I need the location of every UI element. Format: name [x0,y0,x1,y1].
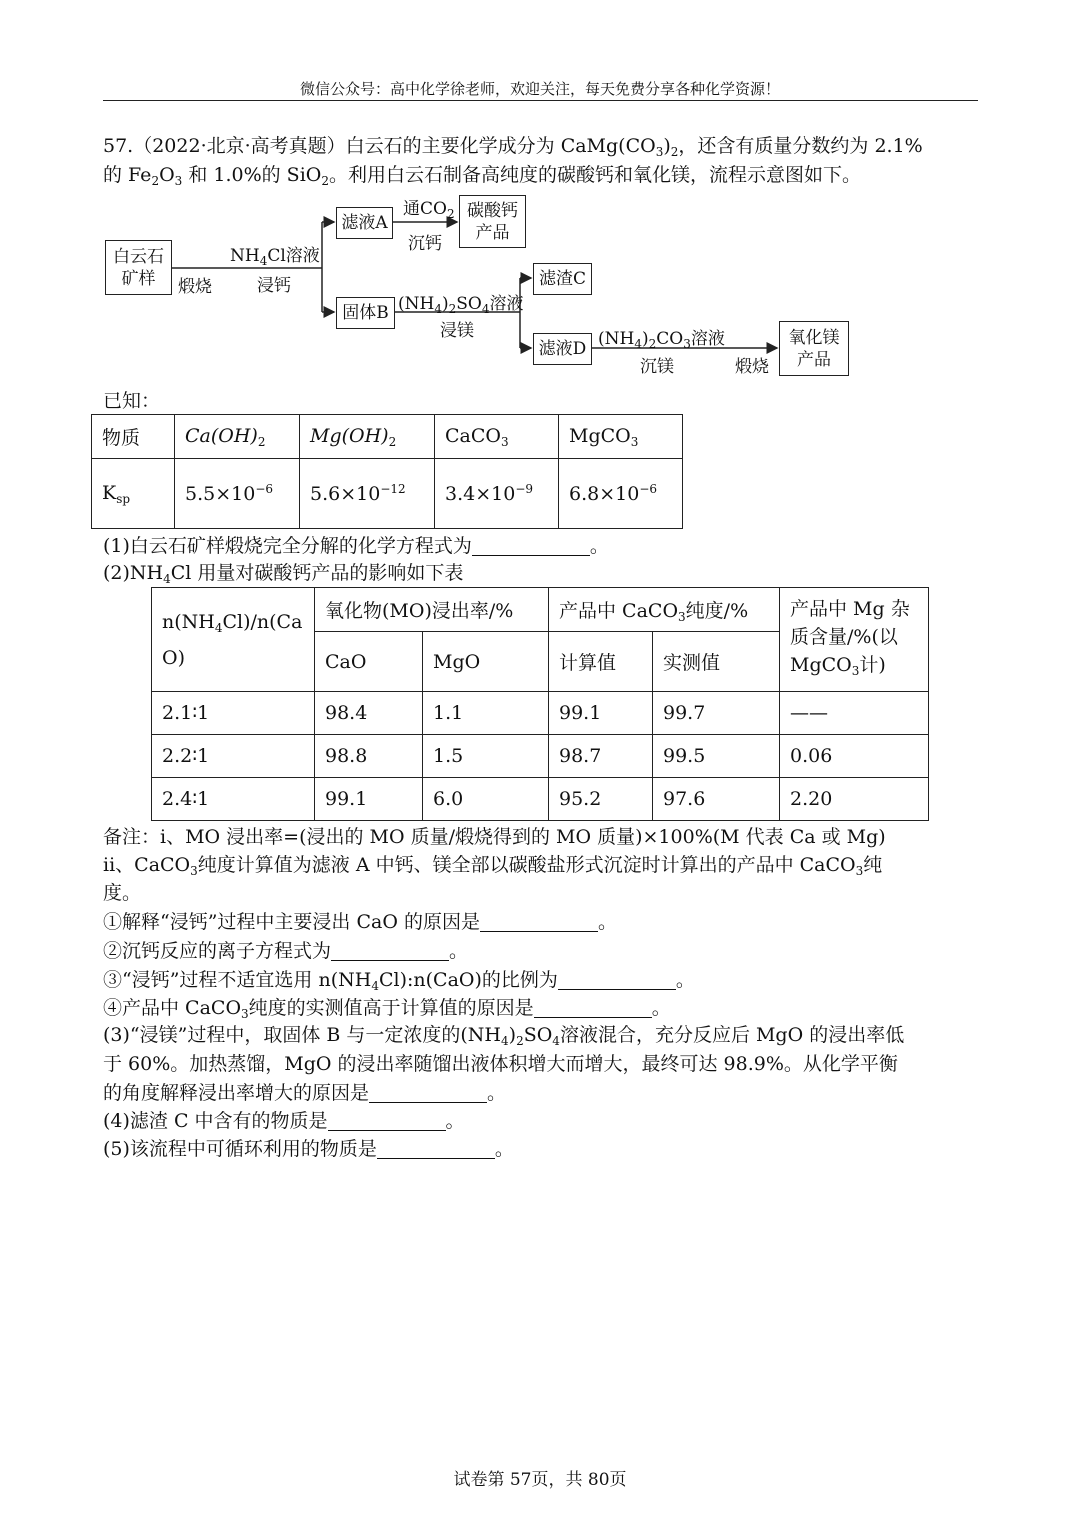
question-line-1: 57.（2022·北京·高考真题）白云石的主要化学成分为 $CaMg(CO_3)_2$，还含有质量分数约为 2.1% [103,135,923,159]
leach-ca-label: 浸钙 [257,276,291,296]
precip-mg-label: 沉镁 [640,357,674,377]
mgo-product-box: 氧化镁 产品 [779,321,849,376]
subq-2: ②沉钙反应的离子方程式为 。 [103,940,469,962]
mg-impurity-header: 产品中 Mg 杂 质含量/%(以 MgCO$_3$计) [780,588,929,692]
q3-line-1: (3)“浸镁”过程中，取固体 B 与一定浓度的$(NH_4)_2SO_4$溶液混合，充分反应后 MgO 的浸出率低 [103,1024,905,1048]
note-2: ii、CaCO$_3$纯度计算值为滤液 A 中钙、镁全部以碳酸盐形式沉淀时计算出的产品中 CaCO$_3$纯 [103,854,883,878]
filtrate-d-box: 滤液D [533,333,592,365]
subq-1: ①解释“浸钙”过程中主要浸出 CaO 的原因是 。 [103,911,617,933]
ksp-value: $5.5\times 10^{-6}$ [175,459,300,529]
note-3: 度。 [103,882,142,904]
ksp-value: $6.8\times 10^{-6}$ [559,459,683,529]
q1: (1)白云石矿样煅烧完全分解的化学方程式为 。 [103,535,609,557]
leach-mg-label: 浸镁 [440,321,474,341]
q3-line-2: 于 60%。加热蒸馏，MgO 的浸出率随馏出液体积增大而增大，最终可达 98.9%。从化学平衡 [103,1053,898,1075]
cao-header: CaO [315,632,423,692]
ratio-header: $n(NH_4Cl)/n(Ca$ O) [152,588,315,692]
nh4co3-reagent-label: $(NH_4)_2CO_3$溶液 [598,329,725,351]
page-footer: 试卷第 57页，共 80页 [453,1470,627,1490]
ore-sample-box [105,240,172,295]
answer-blank[interactable] [331,940,449,961]
table-row: 2.1∶1 98.4 1.1 99.1 99.7 —— [152,692,929,735]
ore-sample-label: 白云石 矿样 [113,246,164,289]
answer-blank[interactable] [328,1110,446,1131]
note-1: 备注：i、MO 浸出率=(浸出的 MO 质量/煅烧得到的 MO 质量)×100%(M 代表 Ca 或 Mg) [103,826,886,848]
answer-blank[interactable] [377,1138,495,1159]
ksp-value: $5.6\times 10^{-12}$ [300,459,435,529]
answer-blank[interactable] [472,535,590,556]
ksp-row-label: $K_{sp}$ [92,459,175,529]
residue-c-box: 滤渣C [533,263,592,295]
ksp-header-mgoh2: $Mg(OH)_2$ [300,415,435,459]
ksp-table [91,414,683,529]
ksp-header-mgco3: MgCO$_3$ [559,415,683,459]
nh4cl-data-table [151,587,929,821]
ksp-header-substance: 物质 [92,415,175,459]
table-row: 2.4∶1 99.1 6.0 95.2 97.6 2.20 [152,778,929,821]
nh4cl-reagent-label: $NH_4Cl$溶液 [230,246,320,268]
q5: (5)该流程中可循环利用的物质是 。 [103,1138,514,1160]
subq-3: ③“浸钙”过程不适宜选用 $n(NH_4Cl):n(CaO)$的比例为 。 [103,969,695,993]
solid-b-box: 固体B [336,297,395,329]
co2-reagent-label: 通$CO_2$ [403,199,455,221]
answer-blank[interactable] [369,1082,487,1103]
precip-ca-label: 沉钙 [408,234,442,254]
calcine-label-1: 煅烧 [178,277,212,297]
q2: $(2)NH_4Cl$ 用量对碳酸钙产品的影响如下表 [103,562,464,586]
calc-header: 计算值 [549,632,653,692]
table-row: 2.2∶1 98.8 1.5 98.7 99.5 0.06 [152,735,929,778]
ksp-value: $3.4\times 10^{-9}$ [435,459,559,529]
q3-line-3: 的角度解释浸出率增大的原因是 。 [103,1082,507,1104]
answer-blank[interactable] [480,911,598,932]
filtrate-a-box: 滤液A [336,207,393,239]
purity-header: 产品中 CaCO$_3$纯度/% [549,588,780,632]
ksp-header-caco3: CaCO$_3$ [435,415,559,459]
subq-4: ④产品中 CaCO$_3$纯度的实测值高于计算值的原因是 。 [103,997,671,1021]
nh4so4-reagent-label: $(NH_4)_2SO_4$溶液 [398,294,524,316]
q4: (4)滤渣 C 中含有的物质是 。 [103,1110,465,1132]
leach-rate-header: 氧化物(MO)浸出率/% [315,588,549,632]
caco3-product-box: 碳酸钙 产品 [459,195,526,248]
page-header: 微信公众号：高中化学徐老师，欢迎关注，每天免费分享各种化学资源！ [299,80,780,98]
meas-header: 实测值 [653,632,780,692]
flow-arrows [0,0,1080,390]
known-label: 已知： [103,390,161,412]
calcine-label-2: 煅烧 [735,357,769,377]
mgo-header: MgO [423,632,549,692]
answer-blank[interactable] [534,997,652,1018]
question-line-2: 的 $Fe_2O_3$ 和 1.0%的 SiO$_2$。利用白云石制备高纯度的碳酸钙和氧化镁，流程示意图如下。 [103,164,862,188]
answer-blank[interactable] [558,969,676,990]
ksp-header-caoh2: $Ca(OH)_2$ [175,415,300,459]
